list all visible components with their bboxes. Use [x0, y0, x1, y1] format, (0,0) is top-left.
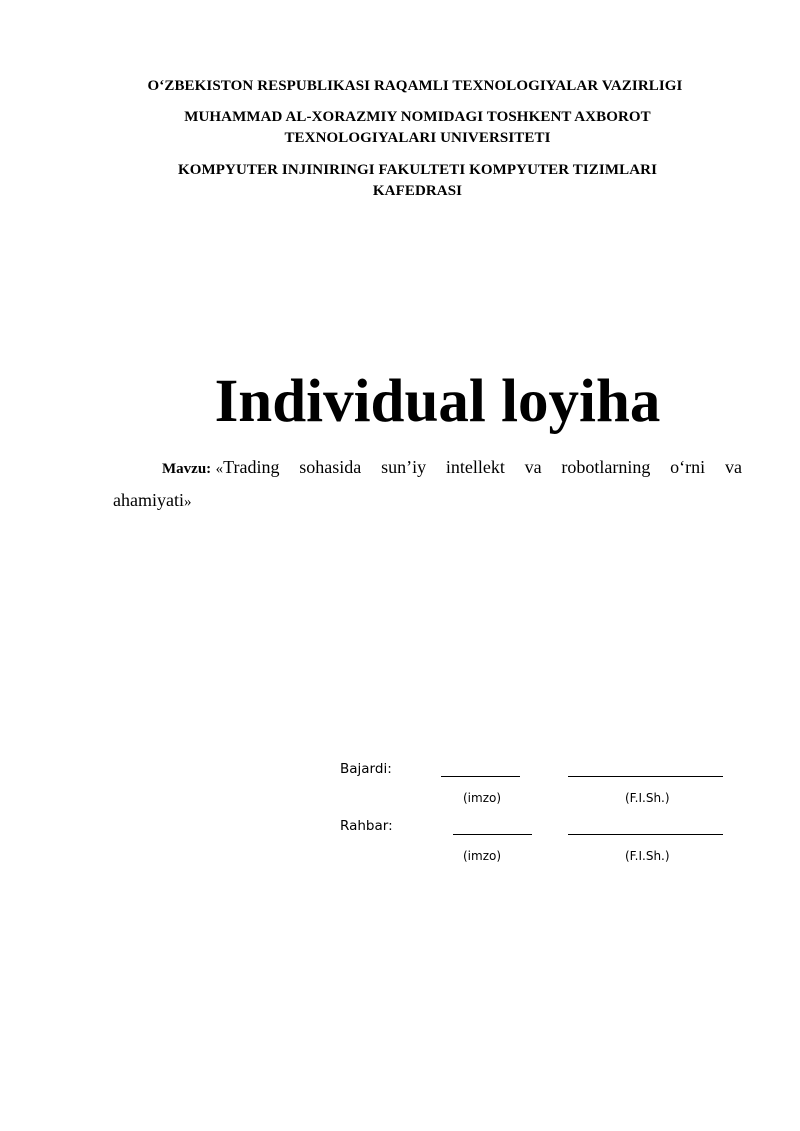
ministry-heading-text: O‘ZBEKISTON RESPUBLIKASI RAQAMLI TEXNOLOGIYALAR VAZIRLIGI [147, 78, 683, 94]
university-heading [0, 107, 800, 149]
university-heading-line1: MUHAMMAD AL-XORAZMIY NOMIDAGI TOSHKENT AXBOROT [184, 109, 651, 125]
topic-word: sun’iy [381, 457, 427, 477]
performer-signature-caption: (imzo) [463, 791, 502, 805]
topic-line-1 [113, 452, 742, 485]
topic-word: sohasida [299, 457, 362, 477]
faculty-heading [0, 160, 800, 202]
supervisor-signature-caption: (imzo) [463, 849, 502, 863]
performer-name-caption: (F.I.Sh.) [625, 791, 670, 805]
topic-open-quote: « [215, 461, 224, 477]
topic-word: va [524, 457, 542, 477]
supervisor-name-caption: (F.I.Sh.) [625, 849, 670, 863]
faculty-heading-line1: KOMPYUTER INJINIRINGI FAKULTETI KOMPYUTER TIZIMLARI [177, 162, 658, 178]
topic-word: o‘rni [670, 457, 706, 477]
performer-name-line [568, 776, 723, 777]
topic-word: intellekt [445, 457, 505, 477]
supervisor-label: Rahbar: [340, 818, 393, 834]
topic-word: ahamiyati [113, 490, 184, 510]
supervisor-name-line [568, 834, 723, 835]
topic-label: Mavzu: [162, 461, 212, 477]
supervisor-signature-line [453, 834, 532, 835]
performer-signature-line [441, 776, 520, 777]
topic-word: robotlarning [561, 457, 651, 477]
topic-close-quote: » [183, 494, 192, 510]
topic-paragraph [113, 452, 742, 518]
topic-word: va [724, 457, 742, 477]
faculty-heading-line2: KAFEDRASI [372, 183, 463, 199]
ministry-heading [0, 76, 800, 97]
university-heading-line2: TEXNOLOGIYALARI UNIVERSITETI [284, 130, 551, 146]
topic-word: Trading [223, 457, 280, 477]
topic-line-2 [113, 485, 742, 518]
document-title: Individual loyiha [214, 368, 661, 435]
performer-label: Bajardi: [340, 761, 392, 777]
